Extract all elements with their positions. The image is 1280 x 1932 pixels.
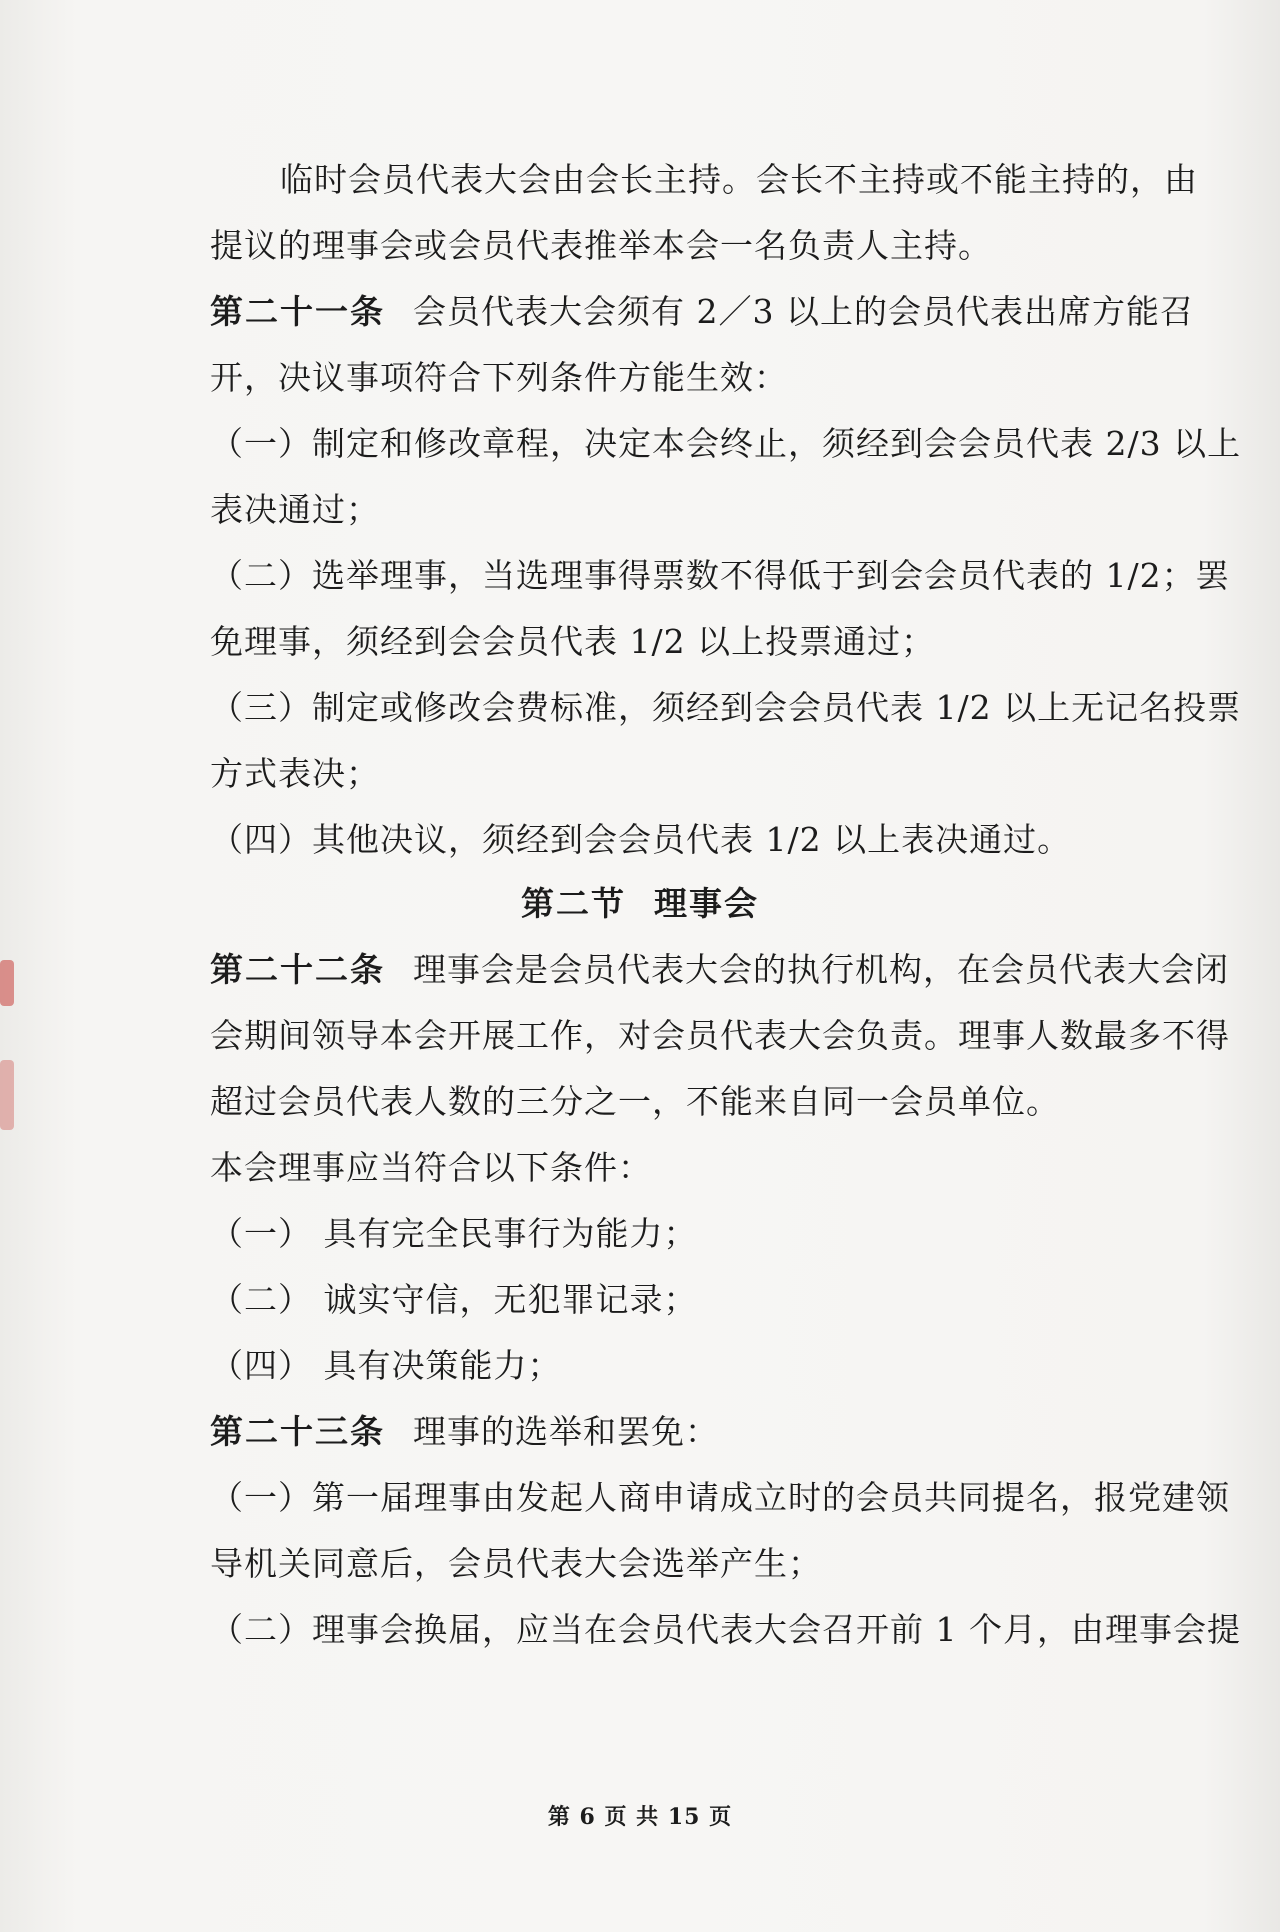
article-21 [210, 292, 1194, 332]
list-item: （三）制定或修改会费标准，须经到会会员代表 1/2 以上无记名投票 [210, 688, 1242, 727]
list-item: （一） 具有完全民事行为能力； [210, 1214, 698, 1253]
article-22 [210, 950, 1229, 990]
list-item: （二） 诚实守信，无犯罪记录； [210, 1280, 698, 1319]
paragraph-line: 导机关同意后，会员代表大会选举产生； [210, 1544, 822, 1583]
list-item: （一）第一届理事由发起人商申请成立时的会员共同提名，报党建领 [210, 1478, 1230, 1517]
article-label: 第二十二条 [210, 950, 385, 989]
paragraph-line: 开，决议事项符合下列条件方能生效： [210, 358, 788, 397]
red-stain-mark [0, 1060, 14, 1130]
section-number: 第二节 [521, 884, 626, 923]
page-number-footer: 第 6 页 共 15 页 [547, 1804, 733, 1830]
paragraph-line: 免理事，须经到会会员代表 1/2 以上投票通过； [210, 622, 936, 661]
article-label: 第二十一条 [210, 292, 385, 331]
section-heading [0, 884, 1280, 924]
paragraph-line: 临时会员代表大会由会长主持。会长不主持或不能主持的，由 [280, 160, 1198, 199]
paragraph-line: 会期间领导本会开展工作，对会员代表大会负责。理事人数最多不得 [210, 1016, 1230, 1055]
article-text: 理事的选举和罢免： [413, 1412, 719, 1451]
list-item: （二）选举理事，当选理事得票数不得低于到会会员代表的 1/2；罢 [210, 556, 1230, 595]
list-item: （一）制定和修改章程，决定本会终止，须经到会会员代表 2/3 以上 [210, 424, 1242, 463]
article-text: 会员代表大会须有 2／3 以上的会员代表出席方能召 [413, 292, 1194, 331]
paragraph-line: 方式表决； [210, 754, 380, 793]
list-item: （四）其他决议，须经到会会员代表 1/2 以上表决通过。 [210, 820, 1072, 859]
paragraph-line: 表决通过； [210, 490, 380, 529]
section-title: 理事会 [654, 884, 759, 923]
paragraph-line: 本会理事应当符合以下条件： [210, 1148, 652, 1187]
paragraph-line: 提议的理事会或会员代表推举本会一名负责人主持。 [210, 226, 992, 265]
article-label: 第二十三条 [210, 1412, 385, 1451]
red-stain-mark [0, 960, 14, 1006]
list-item: （二）理事会换届，应当在会员代表大会召开前 1 个月，由理事会提 [210, 1610, 1241, 1649]
list-item: （四） 具有决策能力； [210, 1346, 562, 1385]
article-23 [210, 1412, 1180, 1452]
paragraph-line: 超过会员代表人数的三分之一，不能来自同一会员单位。 [210, 1082, 1060, 1121]
article-text: 理事会是会员代表大会的执行机构，在会员代表大会闭 [413, 950, 1229, 989]
